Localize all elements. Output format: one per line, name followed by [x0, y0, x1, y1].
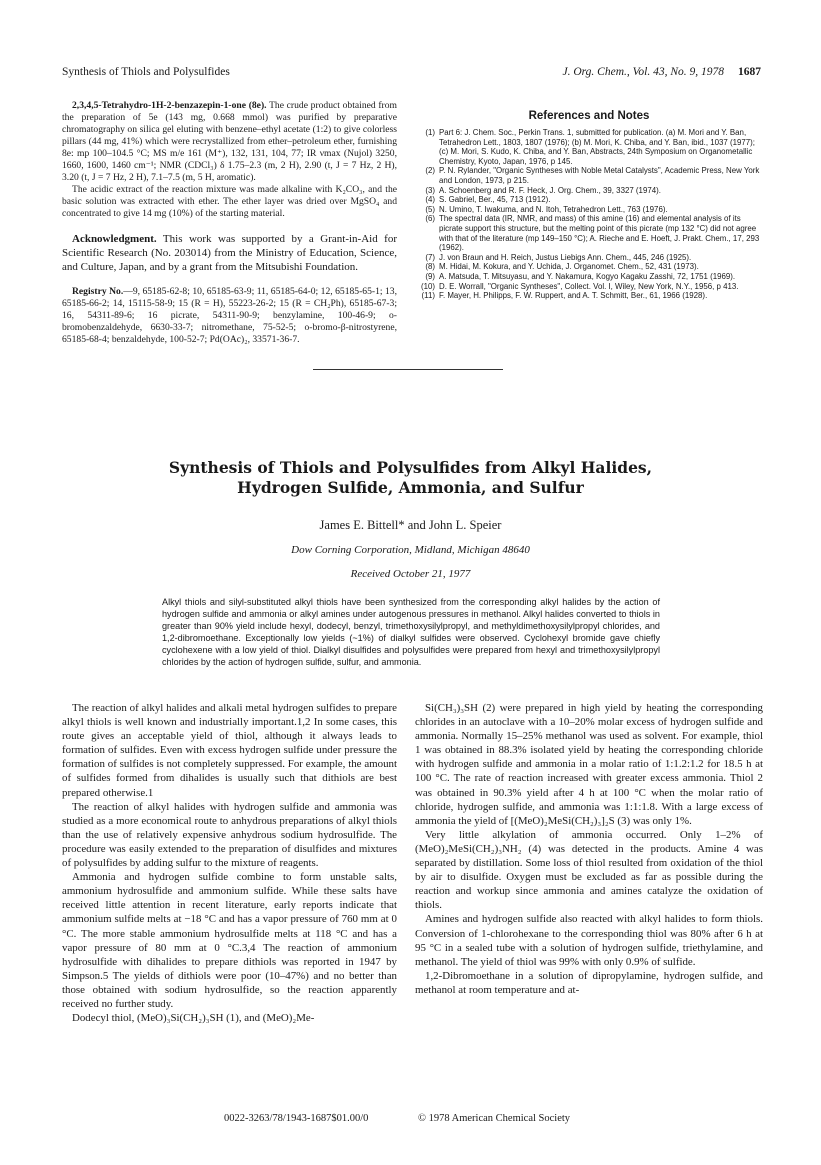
running-title: Synthesis of Thiols and Polysulfides: [62, 66, 230, 78]
article-left-column: [62, 701, 397, 1025]
reference-number: (8): [425, 262, 435, 272]
article-title-line-1: Synthesis of Thiols and Polysulfides from Alkyl Halides,: [168, 458, 653, 477]
reference-number: (5): [425, 204, 435, 214]
reference-text: The spectral data (IR, NMR, and mass) of this amine (16) and elemental analysis of its picrate support this structure, but the melting point of this picrate (mp 132 °C) did not agree with that of the literature (mp 149–150 °C); A. Rieche and E. Hoeft, J. Prakt. Chem., 17, 293 (1962).: [439, 214, 760, 253]
registry-heading: Registry No.: [72, 286, 124, 297]
journal-citation: [562, 66, 761, 78]
reference-number: (10): [420, 281, 435, 291]
reference-number: (9): [425, 271, 435, 281]
reference-item: [415, 186, 763, 196]
acidic-paragraph: The acidic extract of the reaction mixture was made alkaline with K₂CO₃, and the basic solution was extracted with ether. The ether layer was dried over MgSO₄ and concentrated to give 14 mg (10%) of the starting material.: [62, 184, 397, 219]
reference-item: [415, 291, 763, 301]
reference-text: A. Schoenberg and R. F. Heck, J. Org. Chem., 39, 3327 (1974).: [439, 185, 661, 195]
compound-text: The crude product obtained from the preparation of 5e (143 mg, 0.668 mmol) was purified by preparative chromatography on silica gel eluting with benzene–ethyl acetate (1:2) to give colorless pillars (44 mg, 41%) which were recrystallized from ether–petroleum ether, furnishing 8e: mp 100–104.5 °C; MS m/e 161 (M⁺), 132, 131, 104, 77; IR νmax (Nujol) 3250, 1660, 1600, 1460 cm⁻¹; NMR (CDCl₃) δ 1.75–2.3 (m, 2 H), 2.90 (t, J = 7 Hz, 2 H), 3.20 (t, J = 7 Hz, 2 H), 7.1–7.5 (m, 5 H, aromatic).: [62, 100, 398, 183]
reference-text: Part 6: J. Chem. Soc., Perkin Trans. 1, submitted for publication. (a) M. Mori and Y. Ban, Tetrahedron Lett., 1803, 1807 (1976); (b) M. Mori, K. Chiba, and Y. Ban, ibid., 1037 (1977); (c) M. Mori, S. Kudo, K. Chiba, and Y. Ban, Abstracts, 24th Symposium on Organometallic Chemistry, Kyoto, Japan, 1976, p 145.: [439, 128, 755, 166]
reference-text: A. Matsuda, T. Mitsuyasu, and Y. Nakamura, Kogyo Kagaku Zasshi, 72, 1751 (1969).: [439, 271, 736, 281]
acknowledgment-paragraph: [62, 232, 397, 274]
reference-item: [415, 195, 763, 205]
reference-text: P. N. Rylander, "Organic Syntheses with Noble Metal Catalysts", Academic Press, New York and London, 1973, p 215.: [439, 166, 760, 185]
reference-item: [415, 262, 763, 272]
reference-item: [415, 272, 763, 282]
footer-copyright: © 1978 American Chemical Society: [418, 1113, 571, 1124]
body-paragraph: Si(CH₃)₃SH (2) were prepared in high yield by heating the corresponding chlorides in an autoclave with a 10–20% molar excess of hydrogen sulfide and ammonia. Normally 15–25% methanol was used as solvent. For example, thiol 1 was obtained in 88.3% isolated yield by heating the corresponding chloride with hydrogen sulfide and ammonia in a molar ratio of 1:1.2:1.2 for 18.5 h at 100 °C. The rate of reaction increased with greater excess ammonia. Thiol 2 was obtained in 90.3% yield after 4 h at 100 °C when the molar ratio of chloride, hydrogen sulfide, and ammonia was 1:1:1.8. With a large excess of ammonia the yield of [(MeO)₂MeSi(CH₂)₃]₂S (3) was only 1%.: [415, 702, 763, 827]
reference-number: (4): [425, 195, 435, 205]
reference-item: [415, 128, 763, 166]
affiliation: Dow Corning Corporation, Midland, Michigan 48640: [291, 544, 530, 556]
body-paragraph: 1,2-Dibromoethane in a solution of dipropylamine, hydrogen sulfide, and methanol at room temperature and at-: [415, 969, 763, 996]
registry-text: —9, 65185-62-8; 10, 65185-63-9; 11, 65185-64-0; 12, 65185-65-1; 13, 65185-66-2; 14, 15115-58-9; 15 (R = H), 55223-26-2; 15 (R = CH₂Ph), 65185-67-3; 16, 54311-89-6; 16 picrate, 54311-90-9; benzylamine, 100-46-9; o-bromobenzaldehyde, 6630-33-7; nitromethane, 75-52-5; o-bromo-β-nitrostyrene, 65185-68-4; benzaldehyde, 100-52-7; Pd(OAc)₂, 33571-36-7.: [62, 286, 398, 345]
reference-item: [415, 166, 763, 185]
references-list: [415, 128, 763, 301]
authors: James E. Bittell* and John L. Speier: [319, 518, 502, 532]
article-right-column: [415, 701, 763, 997]
abstract: Alkyl thiols and silyl-substituted alkyl thiols have been synthesized from the corresponding alkyl halides by the action of hydrogen sulfide and ammonia or alkyl amines under autogenous pressures in methanol. Alkyl halides converted to thiols in greater than 90% yield include hexyl, dodecyl, benzyl, trimethoxysilylpropyl, and methyldimethoxysilylpropyl chlorides, and 1,2-dibromoethane. Exceptionally low yields (~1%) of dialkyl sulfides were observed. Cyclohexyl bromide gave chiefly cyclohexene with a low yield of thiol. Dialkyl disulfides and polysulfides were prepared from hexyl and trimethoxysilylpropyl chlorides by the action of hydrogen sulfide, sulfur, and ammonia.: [162, 597, 660, 667]
reference-item: [415, 282, 763, 292]
reference-item: [415, 253, 763, 263]
reference-number: (2): [425, 166, 435, 176]
reference-number: (7): [425, 252, 435, 262]
reference-text: M. Hidai, M. Kokura, and Y. Uchida, J. Organomet. Chem., 52, 431 (1973).: [439, 262, 699, 272]
reference-number: (6): [425, 214, 435, 224]
reference-item: [415, 214, 763, 252]
registry-paragraph: [62, 286, 397, 346]
reference-text: N. Umino, T. Iwakuma, and N. Itoh, Tetrahedron Lett., 763 (1976).: [439, 204, 668, 214]
reference-text: J. von Braun and H. Reich, Justus Liebigs Ann. Chem., 445, 246 (1925).: [439, 252, 692, 262]
article-title: [80, 458, 741, 498]
references-title: References and Notes: [528, 110, 650, 122]
body-paragraph: The reaction of alkyl halides and alkali metal hydrogen sulfides to prepare alkyl thiols is well known and industrially important.1,2 In some cases, this route gives an acceptable yield of thiol, although it always leads to formation of sulfides. Even with excess hydrogen sulfide under pressure the formation of sulfides is not completely suppressed. For example, the amount of sulfides formed from dihalides is usually such that dithiols are best prepared otherwise.1: [62, 702, 397, 799]
article-divider: [313, 369, 503, 370]
body-paragraph: Dodecyl thiol, (MeO)₃Si(CH₂)₃SH (1), and (MeO)₂Me-: [72, 1012, 315, 1025]
journal-name: J. Org. Chem., Vol. 43, No. 9, 1978: [562, 66, 724, 78]
reference-text: F. Mayer, H. Philipps, F. W. Ruppert, and A. T. Schmitt, Ber., 61, 1966 (1928).: [439, 291, 708, 301]
reference-text: S. Gabriel, Ber., 45, 713 (1912).: [439, 195, 551, 205]
ack-heading: Acknowledgment.: [72, 233, 157, 245]
page-number: 1687: [738, 66, 761, 78]
compound-heading: 2,3,4,5-Tetrahydro-1H-2-benzazepin-1-one (8e).: [72, 100, 267, 111]
compound-paragraph: [62, 100, 397, 184]
reference-number: (3): [425, 185, 435, 195]
body-paragraph: Amines and hydrogen sulfide also reacted with alkyl halides to form thiols. Conversion of 1-chlorohexane to the corresponding thiol was 80% after 6 h at 95 °C in a sealed tube with a solution of hydrogen sulfide, triethylamine, and methanol. The yield of thiol was 99% with only 0.9% of sulfide.: [415, 913, 763, 968]
body-paragraph: The reaction of alkyl halides with hydrogen sulfide and ammonia was studied as a more economical route to anhydrous preparations of alkyl thiols than the use of relatively expensive anhydrous sodium hydrosulfide. The procedure was easily extended to the preparation of disulfides and mixtures of polysulfides by adding sulfur to the mixture of reagents.: [62, 800, 397, 870]
reference-number: (1): [425, 128, 435, 137]
footer-code: 0022-3263/78/1943-1687$01.00/0: [224, 1113, 369, 1124]
reference-number: (11): [421, 291, 435, 301]
reference-item: [415, 205, 763, 215]
received-date: Received October 21, 1977: [350, 568, 471, 580]
body-paragraph: Ammonia and hydrogen sulfide combine to form unstable salts, ammonium hydrosulfide and ammonium sulfide. While these salts have received little attention in recent literature, early reports indicate that ammonium sulfide melts at −18 °C and has a vapor pressure of 760 mm at 0 °C. The more stable ammonium hydrosulfide melts at 118 °C and has a vapor pressure of 80 mm at 0 °C.3,4 The reaction of ammonium hydrosulfide with dihalides to prepare dithiols was reported in 1947 by Simpson.5 The yields of dithiols were poor (10–47%) and no better than those obtained with sodium hydrosulfide, so the reaction apparently received no further study.: [62, 871, 397, 1010]
ack-text: This work was supported by a Grant-in-Aid for Scientific Research (No. 203014) from the Ministry of Education, Science, and Culture, Japan, and by a grant from the Mitsubishi Foundation.: [62, 233, 397, 273]
body-paragraph: Very little alkylation of ammonia occurred. Only 1–2% of (MeO)₂MeSi(CH₂)₃NH₂ (4) was detected in the products. Amine 4 was separated by distillation. Some loss of thiol resulted from oxidation of the thiol by air to disulfide. Oxygen must be excluded as far as possible during the reaction and workup since ammonia and amines catalyze the oxidation of thiols.: [415, 828, 763, 912]
article-title-line-2: Hydrogen Sulfide, Ammonia, and Sulfur: [237, 478, 584, 497]
reference-text: D. E. Worrall, "Organic Syntheses", Collect. Vol. I, Wiley, New York, N.Y., 1956, p 413.: [439, 281, 739, 291]
prev-article-right-column: [415, 100, 763, 301]
prev-article-left-column: [62, 100, 397, 346]
